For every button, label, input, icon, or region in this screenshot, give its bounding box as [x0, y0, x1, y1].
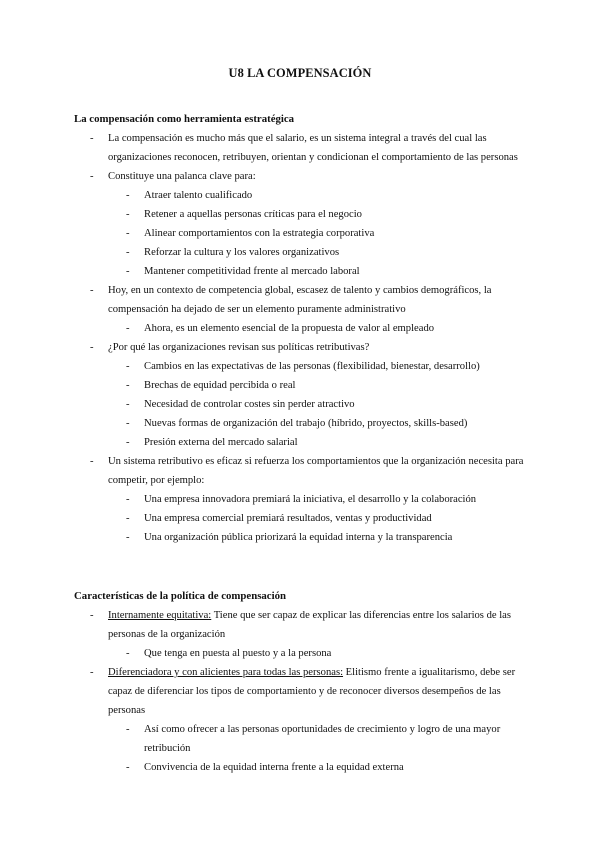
- section-heading: Características de la política de compensación: [74, 590, 287, 602]
- sub-list-item: - Retener a aquellas personas críticas para el negocio: [144, 205, 526, 224]
- sub-list: [144, 490, 526, 547]
- section-strategic-tool: [74, 110, 526, 547]
- sub-list-item: - Convivencia de la equidad interna frente a la equidad externa: [144, 758, 526, 777]
- sub-list-item: - Brechas de equidad percibida o real: [144, 376, 526, 395]
- sub-list: [144, 186, 526, 281]
- section-policy-characteristics: [74, 587, 526, 777]
- sub-list-item: - Que tenga en puesta al puesto y a la persona: [144, 644, 526, 663]
- sub-list-item: - Cambios en las expectativas de las personas (flexibilidad, bienestar, desarrollo): [144, 357, 526, 376]
- sub-list-item: - Una empresa innovadora premiará la iniciativa, el desarrollo y la colaboración: [144, 490, 526, 509]
- sub-list-item: - Una empresa comercial premiará resultados, ventas y productividad: [144, 509, 526, 528]
- list-item: - ¿Por qué las organizaciones revisan sus políticas retributivas? - Cambios en las expectativas de las personas (flexibilidad, bienestar, desarrollo) - Brechas de equidad percibida o real - Necesidad de controlar costes sin perder atractivo - Nuevas formas de organización del trabajo (híbrido, proyectos, skills-based) - Presión externa del mercado salarial: [108, 338, 526, 452]
- sub-list-item: - Ahora, es un elemento esencial de la propuesta de valor al empleado: [144, 319, 526, 338]
- list-item: - Un sistema retributivo es eficaz si refuerza los comportamientos que la organización necesita para competir, por ejemplo: - Una empresa innovadora premiará la iniciativa, el desarrollo y la colaboración - Una empresa comercial premiará resultados, ventas y productividad - Una organización pública priorizará la equidad interna y la transparencia: [108, 452, 526, 547]
- sub-list-item: - Necesidad de controlar costes sin perder atractivo: [144, 395, 526, 414]
- sub-list-item: - Así como ofrecer a las personas oportunidades de crecimiento y logro de una mayor retribución: [144, 720, 526, 758]
- list-item: - Hoy, en un contexto de competencia global, escasez de talento y cambios demográficos, la compensación ha dejado de ser un elemento puramente administrativo - Ahora, es un elemento esencial de la propuesta de valor al empleado: [108, 281, 526, 338]
- sub-list-item: - Una organización pública priorizará la equidad interna y la transparencia: [144, 528, 526, 547]
- list-item: - Internamente equitativa: Tiene que ser capaz de explicar las diferencias entre los salarios de las personas de la organización - Que tenga en puesta al puesto y a la persona: [108, 606, 526, 663]
- sub-list-item: - Alinear comportamientos con la estrategia corporativa: [144, 224, 526, 243]
- page-title: U8 LA COMPENSACIÓN: [228, 66, 372, 80]
- underlined-term: Diferenciadora y con alicientes para todas las personas:: [108, 667, 344, 678]
- sub-list-item: - Reforzar la cultura y los valores organizativos: [144, 243, 526, 262]
- sub-list-item: - Atraer talento cualificado: [144, 186, 526, 205]
- sub-list: [144, 319, 526, 338]
- list-item: - Constituye una palanca clave para: - Atraer talento cualificado - Retener a aquellas personas críticas para el negocio - Alinear comportamientos con la estrategia corporativa - Reforzar la cultura y los valores organizativos - Mantener competitividad frente al mercado laboral: [108, 167, 526, 281]
- sub-list: [144, 720, 526, 777]
- bullet-list: [108, 129, 526, 547]
- sub-list-item: - Presión externa del mercado salarial: [144, 433, 526, 452]
- list-item: - La compensación es mucho más que el salario, es un sistema integral a través del cual las organizaciones reconocen, retribuyen, orientan y condicionan el comportamiento de las personas: [108, 129, 526, 167]
- sub-list-item: - Nuevas formas de organización del trabajo (híbrido, proyectos, skills-based): [144, 414, 526, 433]
- sub-list-item: - Mantener competitividad frente al mercado laboral: [144, 262, 526, 281]
- bullet-list: [108, 606, 526, 777]
- underlined-term: Internamente equitativa:: [108, 610, 212, 621]
- sub-list: [144, 644, 526, 663]
- section-heading: La compensación como herramienta estratégica: [74, 113, 295, 125]
- list-item: - Diferenciadora y con alicientes para todas las personas: Elitismo frente a igualitarismo, debe ser capaz de diferenciar los tipos de comportamiento y de reconocer diversos desempeños de las personas - Así como ofrecer a las personas oportunidades de crecimiento y logro de una mayor retribución - Convivencia de la equidad interna frente a la equidad externa: [108, 663, 526, 777]
- sub-list: [144, 357, 526, 452]
